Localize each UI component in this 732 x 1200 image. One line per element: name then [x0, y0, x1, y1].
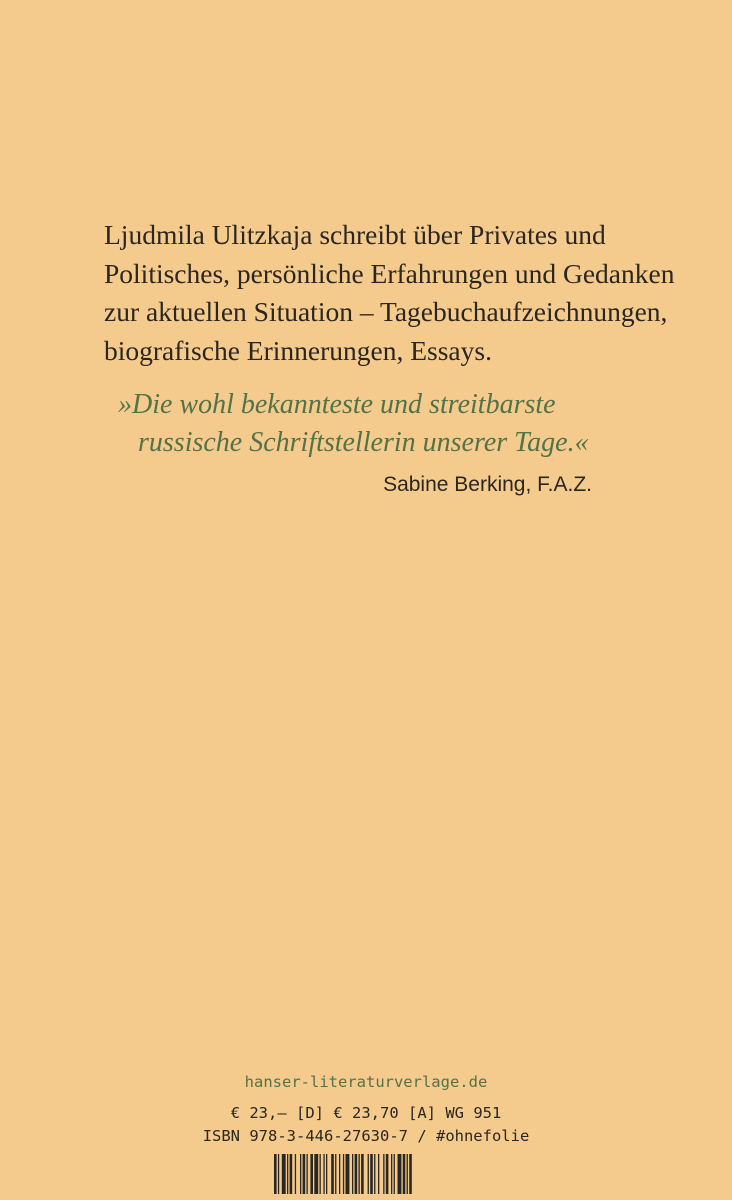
blurb-line: Politisches, persönliche Erfahrungen und Gedanken [104, 257, 675, 289]
blurb-line: Ljudmila Ulitzkaja schreibt über Privates und [104, 219, 606, 250]
blurb-text [104, 216, 675, 370]
quote-line: »Die wohl bekannteste und streitbarste [118, 389, 556, 420]
barcode [274, 1154, 460, 1194]
quote-attribution: Sabine Berking, F.A.Z. [383, 473, 592, 496]
blurb-line: zur aktuellen Situation – Tagebuchaufzeichnungen, [104, 296, 668, 327]
quote-line: russische Schriftstellerin unserer Tage.« [138, 427, 589, 458]
blurb-line: biografische Erinnerungen, Essays. [104, 334, 492, 366]
review-quote [118, 386, 638, 462]
isbn-info: ISBN 978-3-446-27630-7 / #ohnefolie [202, 1127, 530, 1145]
publisher-website: hanser-literaturverlage.de [244, 1073, 488, 1091]
price-info: € 23,– [D] € 23,70 [A] WG 951 [230, 1104, 502, 1122]
